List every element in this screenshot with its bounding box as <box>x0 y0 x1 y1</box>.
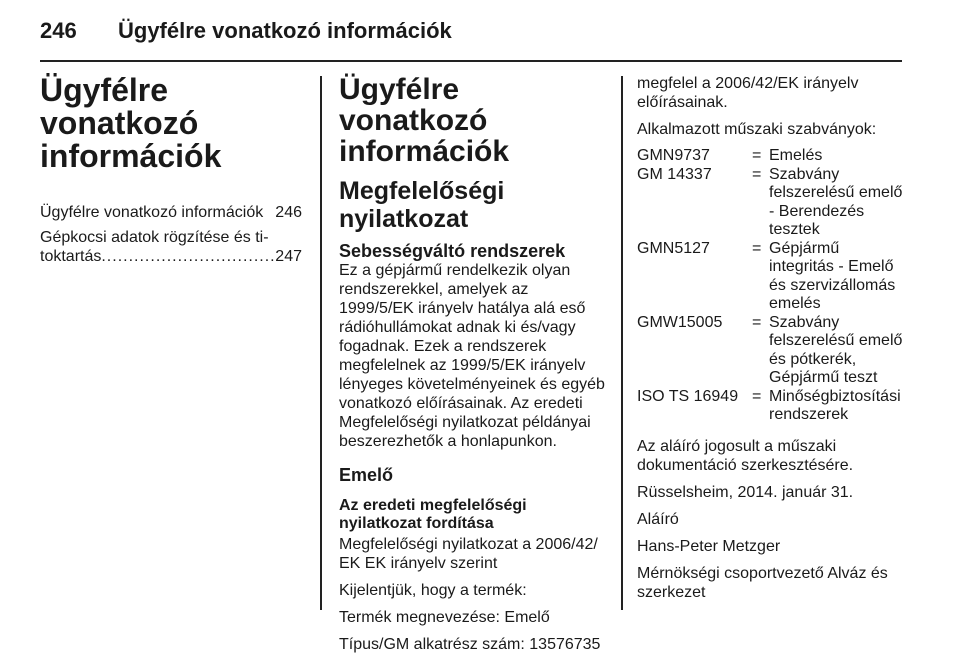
equals-sign: = <box>752 387 762 405</box>
column-divider <box>320 76 322 610</box>
body-paragraph: Alkalmazott műszaki szabványok: <box>637 121 877 138</box>
body-paragraph: Az aláíró jogosult a műszaki dokumentáció szerkesztésére. <box>637 437 854 474</box>
standard-code: GMW15005 <box>637 313 723 331</box>
standard-code: GMN9737 <box>637 147 710 164</box>
standard-row <box>637 240 907 314</box>
toc-heading: Ügyfélre vonatkozó információk <box>40 72 222 174</box>
standards-table <box>637 147 907 425</box>
toc-entry-label: Ügyfélre vonatkozó információk <box>40 204 264 221</box>
subsection-title: Emelő <box>339 465 394 485</box>
chapter-title: Ügyfélre vonatkozó információk <box>339 73 510 168</box>
right-column <box>637 74 907 610</box>
standard-code: GMN5127 <box>637 239 710 257</box>
toc-entry[interactable] <box>40 203 302 222</box>
toc-leader-dots <box>101 247 275 266</box>
equals-sign: = <box>752 313 762 331</box>
toc-entry-label-cont: toktartás <box>40 248 102 265</box>
body-paragraph: Megfelelőségi nyilatkozat a 2006/42/ EK EK irányelv szerint <box>339 536 598 572</box>
column-divider <box>621 76 623 610</box>
section-title: Megfelelőségi nyilatkozat <box>339 177 505 233</box>
equals-sign: = <box>752 239 762 257</box>
body-paragraph: Kijelentjük, hogy a termék: <box>339 582 527 599</box>
standard-row <box>637 314 907 388</box>
body-paragraph: Típus/GM alkatrész szám: 13576735 <box>339 636 601 653</box>
toc-column <box>40 74 302 266</box>
standard-row <box>637 166 907 240</box>
toc-entry[interactable] <box>40 228 302 266</box>
standard-description: Gépjármű integritás - Emelő és szervizállomás emelés <box>769 239 896 312</box>
subsection-title: Sebességváltó rendszerek <box>339 241 566 261</box>
equals-sign: = <box>752 147 762 164</box>
standard-code: GM 14337 <box>637 165 712 183</box>
header-rule <box>40 60 902 62</box>
standard-description: Szabvány felszerelésű emelő és pótkerék, Gépjármű teszt <box>769 313 903 386</box>
body-paragraph: Rüsselsheim, 2014. január 31. <box>637 483 854 501</box>
toc-entry-page: 247 <box>275 248 302 265</box>
main-column <box>339 74 607 662</box>
standard-row <box>637 147 907 166</box>
equals-sign: = <box>752 165 762 183</box>
standard-row <box>637 388 907 425</box>
running-title: Ügyfélre vonatkozó információk <box>118 18 452 43</box>
page-header <box>40 18 922 58</box>
body-paragraph: Aláíró <box>637 510 679 528</box>
standard-code: ISO TS 16949 <box>637 387 739 405</box>
standard-description: Szabvány felszerelésű emelő - Berendezés tesztek <box>769 165 903 238</box>
body-paragraph: Ez a gépjármű rendelkezik olyan rendszerekkel, amelyek az 1999/5/EK irányelv hatálya alá eső rádióhullámokat adnak ki és/vagy fogadnak. Ezek a rendszerek megfelelnek az 1999/5/EK irányelv lényeges követelményeinek és egyéb vonatkozó előírásainak. Az eredeti Megfelelőségi nyilatkozat példányai beszerezhetők a honlapunkon. <box>339 262 605 450</box>
body-paragraph: megfelel a 2006/42/EK irányelv előírásainak. <box>637 75 859 111</box>
toc-entry-page: 246 <box>275 204 302 221</box>
page-number: 246 <box>40 18 77 43</box>
toc-entry-label: Gépkocsi adatok rögzítése és ti- <box>40 229 269 246</box>
sub-heading: Az eredeti megfelelőségi nyilatkozat fordítása <box>339 497 527 532</box>
body-paragraph: Mérnökségi csoportvezető Alváz és szerkezet <box>637 564 888 601</box>
standard-description: Emelés <box>769 147 823 164</box>
body-paragraph: Termék megnevezése: Emelő <box>339 609 550 626</box>
standard-description: Minőségbiztosítási rendszerek <box>769 387 901 423</box>
body-paragraph: Hans-Peter Metzger <box>637 537 781 555</box>
